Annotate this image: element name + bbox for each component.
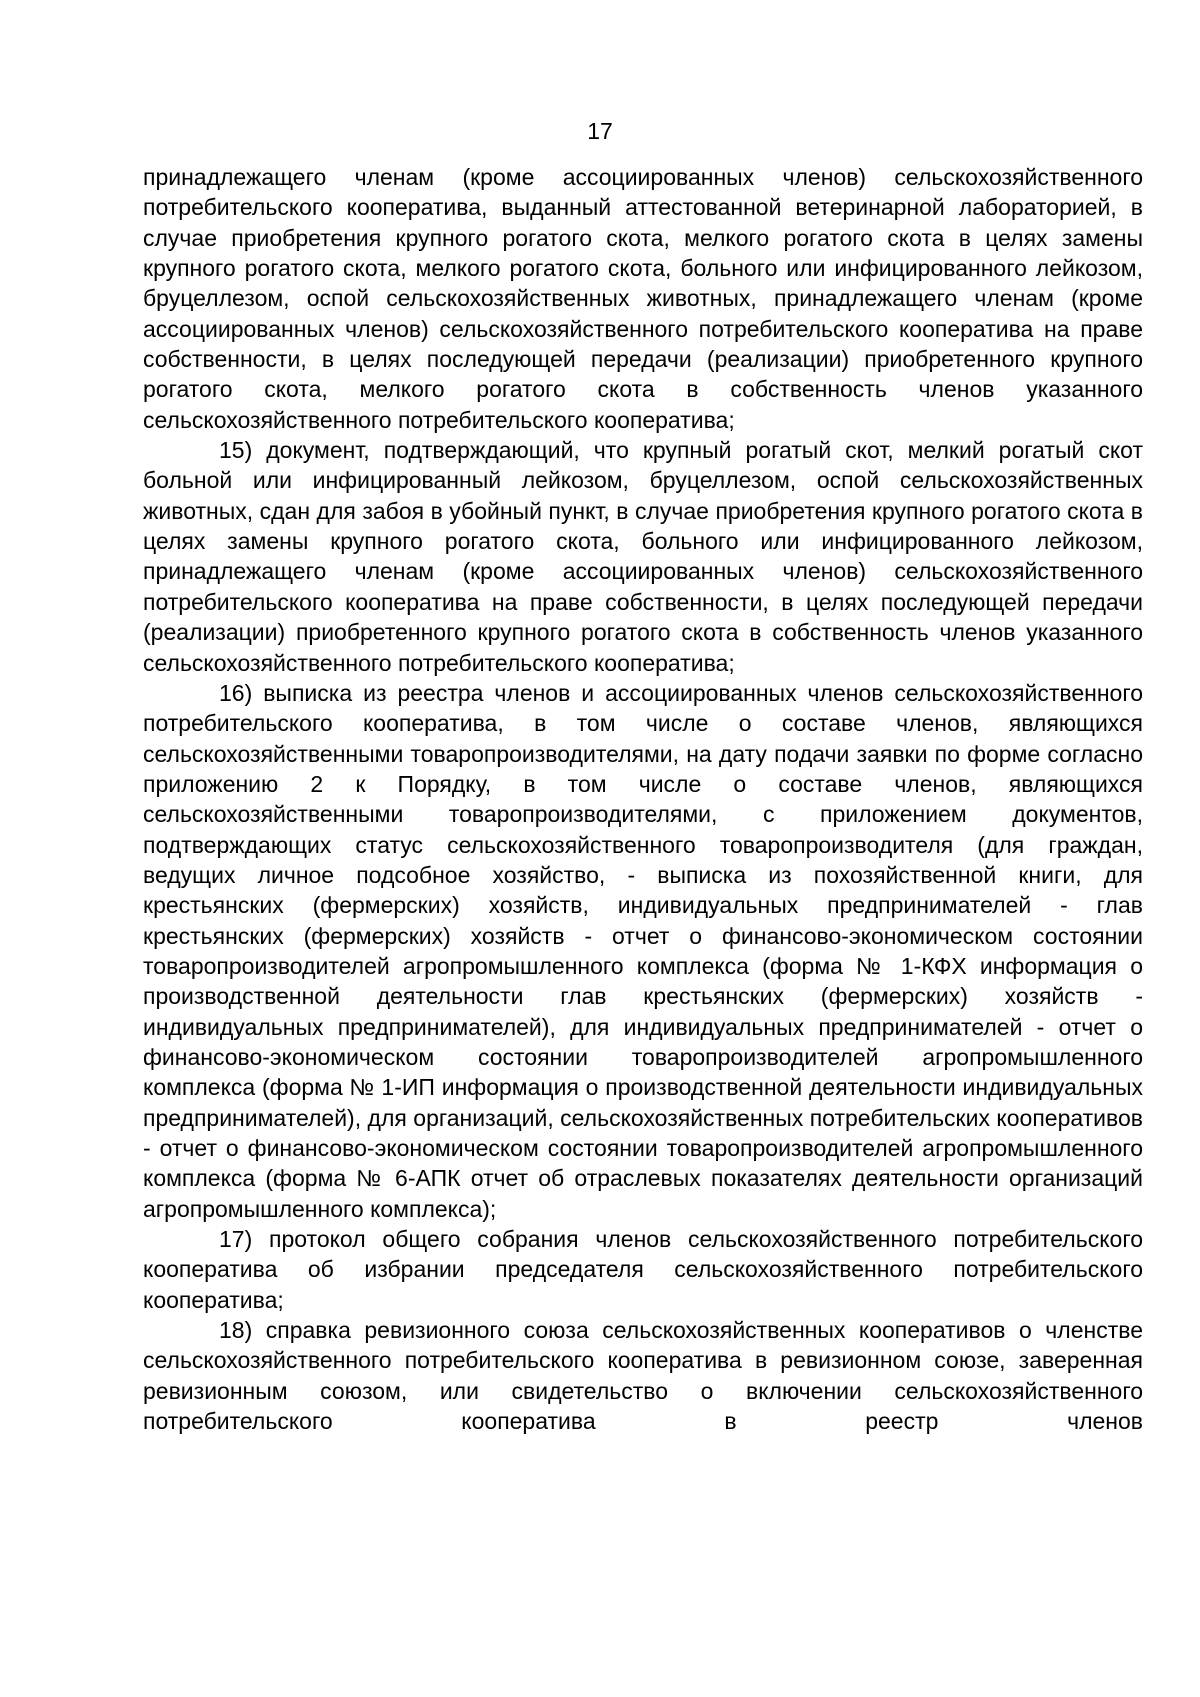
paragraph-continuation: принадлежащего членам (кроме ассоциированных членов) сельскохозяйственного потребительского кооператива, выданный аттестованной ветеринарной лабораторией, в случае приобретения крупного рогатого скота, мелкого рогатого скота в целях замены крупного рогатого скота, мелкого рогатого скота, больного или инфицированного лейкозом, бруцеллезом, оспой сельскохозяйственных животных, принадлежащего членам (кроме ассоциированных членов) сельскохозяйственного потребительского кооператива на праве собственности, в целях последующей передачи (реализации) приобретенного крупного рогатого скота, мелкого рогатого скота в собственность членов указанного сельскохозяйственного потребительского кооператива; [143, 164, 1143, 433]
document-body [143, 162, 1143, 1436]
list-item-18: 18) справка ревизионного союза сельскохозяйственных кооперативов о членстве сельскохозяйственного потребительского кооператива в ревизионном союзе, заверенная ревизионным союзом, или свидетельство о включении сельскохозяйственного потребительского кооператива в реестр членов [143, 1317, 1143, 1435]
list-item-17: 17) протокол общего собрания членов сельскохозяйственного потребительского кооператива об избрании председателя сельскохозяйственного потребительского кооператива; [143, 1226, 1143, 1313]
list-item-15: 15) документ, подтверждающий, что крупный рогатый скот, мелкий рогатый скот больной или инфицированный лейкозом, бруцеллезом, оспой сельскохозяйственных животных, сдан для забоя в убойный пункт, в случае приобретения крупного рогатого скота в целях замены крупного рогатого скота, больного или инфицированного лейкозом, принадлежащего членам (кроме ассоциированных членов) сельскохозяйственного потребительского кооператива на праве собственности, в целях последующей передачи (реализации) приобретенного крупного рогатого скота в собственность членов указанного сельскохозяйственного потребительского кооператива; [143, 437, 1143, 676]
list-item-16: 16) выписка из реестра членов и ассоциированных членов сельскохозяйственного потребительского кооператива, в том числе о составе членов, являющихся сельскохозяйственными товаропроизводителями, на дату подачи заявки по форме согласно приложению 2 к Порядку, в том числе о составе членов, являющихся сельскохозяйственными товаропроизводителями, с приложением документов, подтверждающих статус сельскохозяйственного товаропроизводителя (для граждан, ведущих личное подсобное хозяйство, - выписка из похозяйственной книги, для крестьянских (фермерских) хозяйств, индивидуальных предпринимателей - глав крестьянских (фермерских) хозяйств - отчет о финансово-экономическом состоянии товаропроизводителей агропромышленного комплекса (форма № 1-КФХ информация о производственной деятельности глав крестьянских (фермерских) хозяйств - индивидуальных предпринимателей), для индивидуальных предпринимателей - отчет о финансово-экономическом состоянии товаропроизводителей агропромышленного комплекса (форма № 1-ИП информация о производственной деятельности индивидуальных предпринимателей), для организаций, сельскохозяйственных потребительских кооперативов - отчет о финансово-экономическом состоянии товаропроизводителей агропромышленного комплекса (форма № 6-АПК отчет об отраслевых показателях деятельности организаций агропромышленного комплекса); [143, 679, 1143, 1222]
page-number: 17 [587, 118, 613, 144]
